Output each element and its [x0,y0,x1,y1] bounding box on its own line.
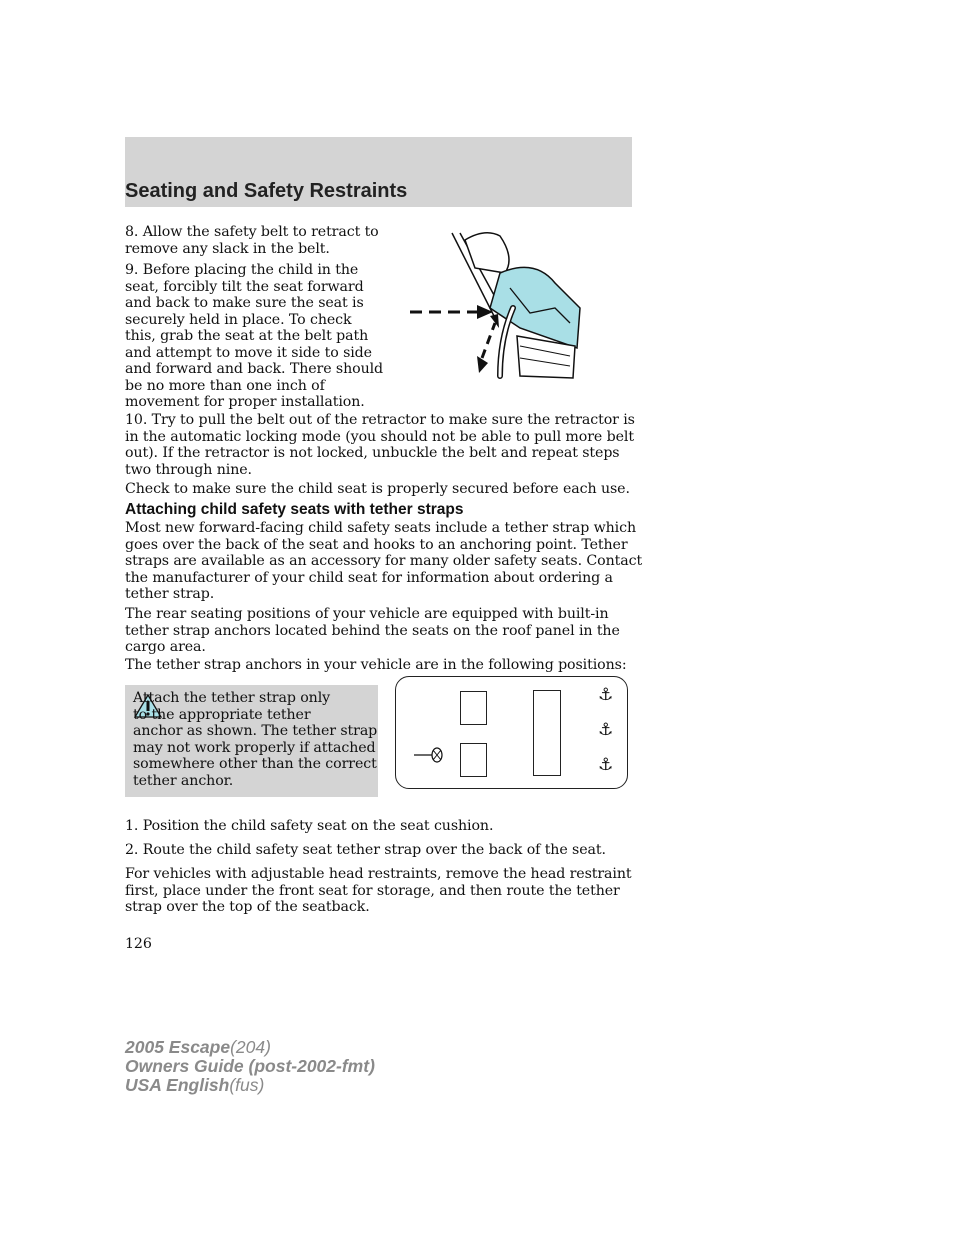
warning-text: Attach the tether strap only to the appropriate tether anchor as shown. The tether strap may not work properly if attached somewhere other than the correct tether anchor. [133,690,378,789]
footer-language: USA English [125,1075,230,1095]
step-10: 10. Try to pull the belt out of the retractor to make sure the retractor is in the automatic locking mode (you should not be able to pull more belt out). If the retractor is not locked, unbuckle the belt and repeat steps two through nine. [125,412,635,478]
page-title: Seating and Safety Restraints [125,180,408,202]
step-9: 9. Before placing the child in the seat, forcibly tilt the seat forward and back to make sure the seat is securely held in place. To check this, grab the seat at the belt path and attempt to move it side to side and forward and back. There should be no more than one inch of movement for proper installation. [125,262,384,410]
page-number: 126 [125,936,152,952]
section-paragraph-3: The tether strap anchors in your vehicle are in the following positions: [125,657,627,673]
steering-wheel-icon [414,745,446,765]
tether-anchor-icon: ⚓ [598,685,614,705]
footer-guide: Owners Guide (post-2002-fmt) [125,1056,375,1076]
footer-language-code: (fus) [229,1075,265,1095]
footer-model-code: (204) [230,1037,271,1057]
front-seat-left [460,743,487,777]
step-8: 8. Allow the safety belt to retract to remove any slack in the belt. [125,224,379,257]
section-paragraph-1: Most new forward-facing child safety seats include a tether strap which goes over the back of the seat and hooks to an anchoring point. Tether straps are available as an accessory for many older safety seats. Contact the manufacturer of your child seat for information about ordering a tether strap. [125,520,643,602]
section-heading: Attaching child safety seats with tether straps [125,501,464,518]
footer [125,1038,375,1095]
head-restraint-note: For vehicles with adjustable head restraints, remove the head restraint first, place under the front seat for storage, and then route the tether strap over the top of the seatback. [125,866,632,915]
warning-box [125,685,378,797]
child-seat-illustration [405,228,585,388]
front-seat-right [460,691,487,725]
footer-model: 2005 Escape [125,1037,231,1057]
step-2: 2. Route the child safety seat tether strap over the back of the seat. [125,842,606,858]
section-paragraph-2: The rear seating positions of your vehicle are equipped with built-in tether strap anchors located behind the seats on the roof panel in the cargo area. [125,606,620,655]
step-1: 1. Position the child safety seat on the seat cushion. [125,818,494,834]
rear-seat [533,690,561,776]
check-note: Check to make sure the child seat is properly secured before each use. [125,481,630,497]
tether-anchor-icon: ⚓ [598,720,614,740]
tether-anchor-diagram [395,676,628,789]
tether-anchor-icon: ⚓ [598,755,614,775]
